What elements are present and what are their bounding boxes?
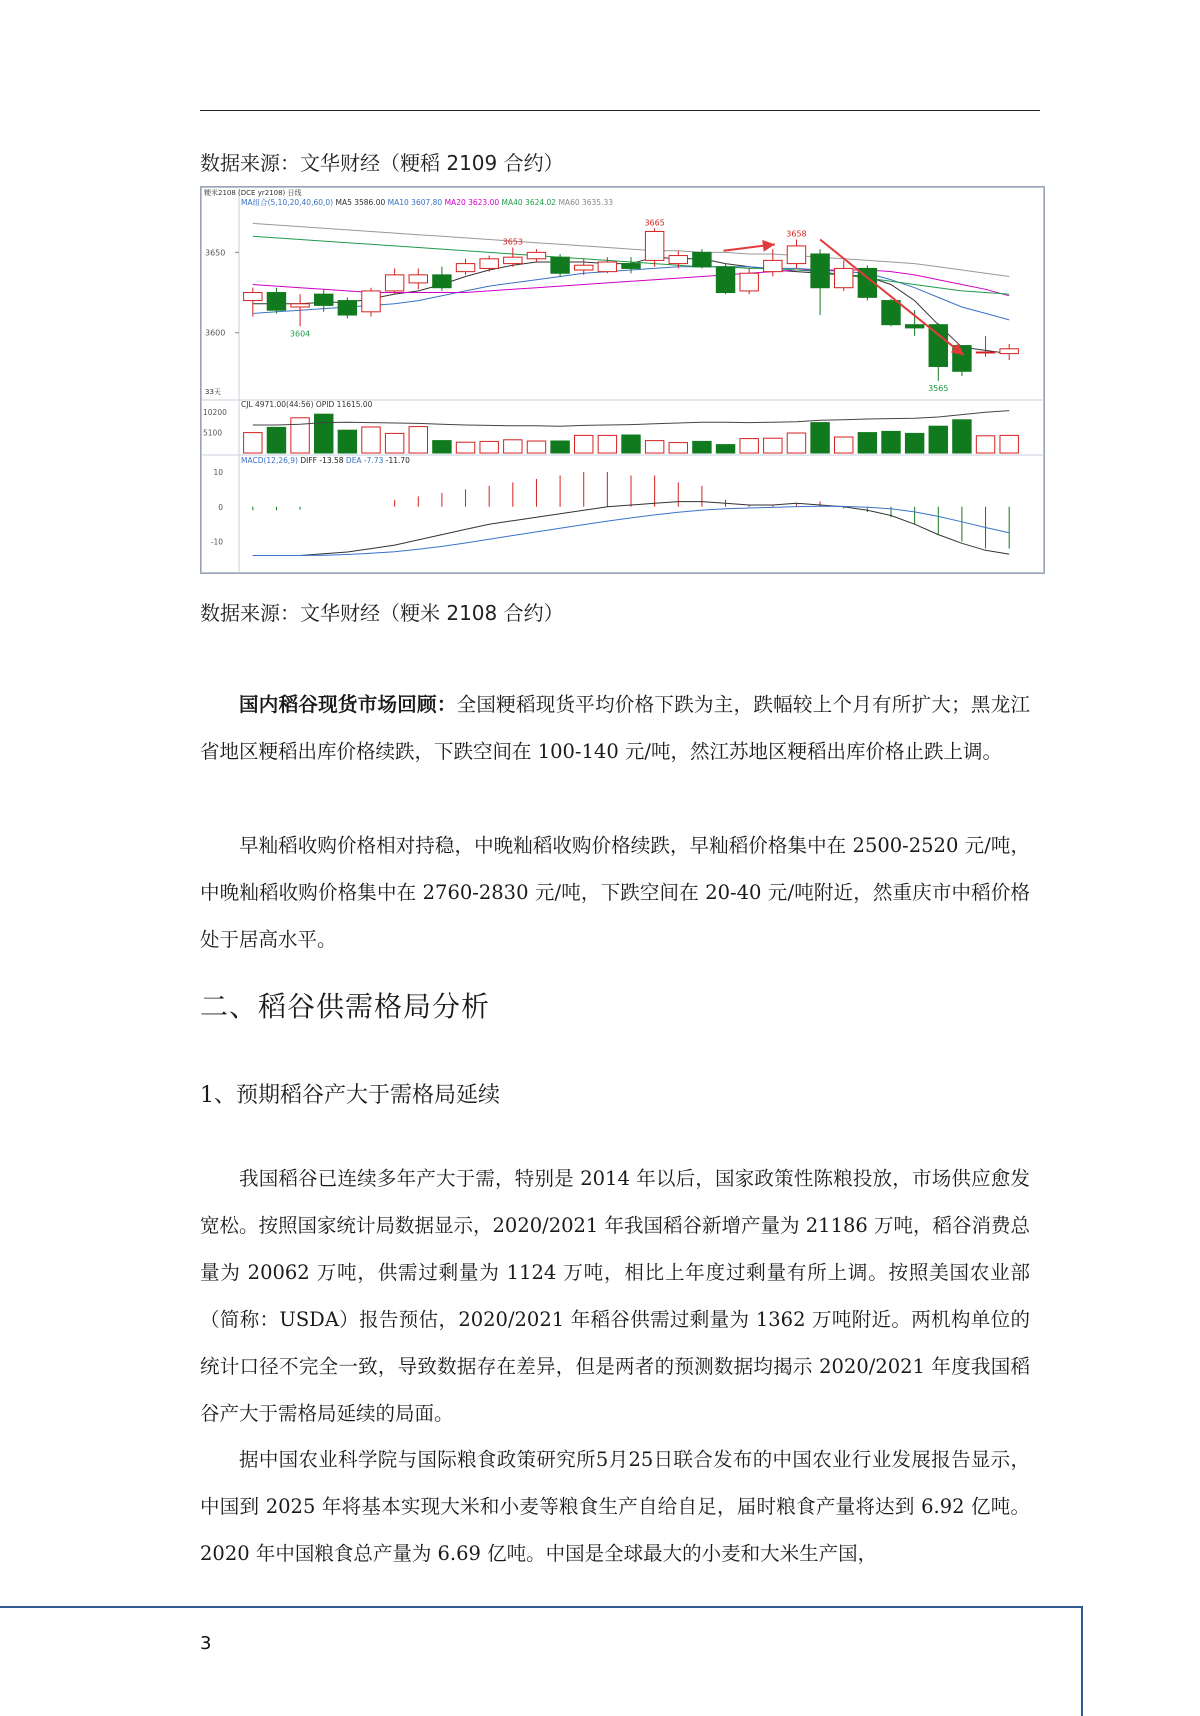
volume-bar	[480, 441, 498, 453]
price-tick-label: 3650	[205, 248, 226, 258]
candle-body	[1000, 349, 1018, 354]
review-paragraph	[200, 681, 1030, 775]
volume-bar	[811, 423, 829, 453]
candle-body	[976, 352, 994, 353]
ma-header: MA组合(5,10,20,40,60,0) MA5 3586.00 MA10 3607.80 MA20 3623.00 MA40 3624.02 MA60 3635.33	[241, 198, 614, 207]
price-annotation: 3604	[289, 329, 311, 339]
macd-header: MACD(12,26,9) DIFF -13.58 DEA -7.73 -11.70	[241, 456, 410, 465]
volume-header: CJL 4971.00(44:56) OPID 11615.00	[241, 400, 373, 409]
candle-body	[338, 301, 356, 315]
candle-body	[433, 275, 451, 288]
footer-frame	[0, 1606, 1083, 1716]
price-annotation: 3658	[786, 229, 807, 239]
review-label: 国内稻谷现货市场回顾：	[239, 693, 457, 716]
volume-bar	[645, 441, 663, 453]
dea-line	[253, 506, 1009, 555]
volume-bar	[575, 435, 593, 453]
volume-bar	[622, 435, 640, 453]
macd-tick-label: 10	[213, 467, 223, 477]
candle-body	[622, 264, 640, 269]
volume-bar	[338, 430, 356, 453]
volume-bar	[787, 433, 805, 453]
candle-body	[291, 304, 309, 307]
candle-body	[905, 325, 923, 328]
volume-bar	[929, 426, 947, 453]
macd-tick-label: -10	[210, 537, 223, 547]
candle-body	[645, 231, 663, 260]
macd-tick-label: 0	[218, 502, 223, 512]
volume-bar	[953, 420, 971, 453]
volume-bar	[764, 438, 782, 453]
volume-bar	[315, 414, 333, 453]
volume-bar	[740, 439, 758, 453]
uptrend-arrow	[724, 244, 775, 250]
candle-body	[764, 260, 782, 271]
price-annotation: 3665	[644, 218, 665, 228]
price-tick-label: 3600	[205, 328, 226, 338]
volume-bar	[1000, 435, 1018, 453]
chart-canvas	[201, 187, 1044, 573]
chart-symbol-label: 粳米2108 (DCE yr2108) 日线	[204, 189, 302, 197]
volume-bar	[669, 443, 687, 453]
volume-tick-label: 5100	[203, 428, 223, 438]
volume-bar	[598, 435, 616, 453]
review-text: 全国粳稻现货平均价格下跌为主，跌幅较上个月有所扩大；黑龙江省地区粳稻出库价格续跌，下跌空间在 100-140 元/吨，然江苏地区粳稻出库价格止跌上调。	[200, 693, 1030, 763]
candle-body	[575, 265, 593, 270]
volume-bar	[385, 433, 403, 453]
forecast-paragraph: 据中国农业科学院与国际粮食政策研究所5月25日联合发布的中国农业行业发展报告显示，中国到 2025 年将基本实现大米和小麦等粮食生产自给自足，届时粮食产量将达到 6.92 亿吨。2020 年中国粮食总产量为 6.69 亿吨。中国是全球最大的小麦和大米生产国，	[200, 1448, 1030, 1565]
candle-body	[669, 256, 687, 264]
chart-corner-note: 33天	[205, 388, 221, 396]
subsection-heading: 1、预期稻谷产大于需格局延续	[200, 1083, 500, 1108]
volume-tick-label: 10200	[203, 408, 227, 418]
candle-body	[598, 262, 616, 272]
candle-body	[504, 257, 522, 263]
candle-body	[811, 254, 829, 288]
supply-paragraph: 我国稻谷已连续多年产大于需，特别是 2014 年以后，国家政策性陈粮投放，市场供应愈发宽松。按照国家统计局数据显示，2020/2021 年我国稻谷新增产量为 21186 万吨，稻谷消费总量为 20062 万吨，供需过剩量为 1124 万吨，相比上年度过剩量有所上调。按照美国农业部（简称：USDA）报告预估，2020/2021 年稻谷供需过剩量为 1362 万吨附近。两机构单位的统计口径不完全一致，导致数据存在差异，但是两者的预测数据均揭示 2020/2021 年度我国稻谷产大于需格局延续的局面。	[200, 1167, 1030, 1425]
candle-body	[787, 246, 805, 264]
candle-body	[882, 301, 900, 325]
early-rice-paragraph: 早籼稻收购价格相对持稳，中晚籼稻收购价格续跌，早籼稻价格集中在 2500-2520 元/吨，中晚籼稻收购价格集中在 2760-2830 元/吨，下跌空间在 20-40 元/吨附近，然重庆市中稻价格处于居高水平。	[200, 834, 1030, 951]
volume-bar	[835, 437, 853, 453]
caption-rice-2109: 数据来源：文华财经（粳稻 2109 合约）	[200, 151, 564, 175]
candle-body	[315, 294, 333, 305]
candle-body	[244, 293, 262, 301]
section-heading: 二、稻谷供需格局分析	[200, 990, 491, 1023]
candle-body	[693, 252, 711, 266]
candle-body	[716, 267, 734, 293]
volume-bar	[882, 431, 900, 453]
price-annotation: 3565	[928, 383, 949, 393]
volume-bar	[716, 445, 734, 453]
chart-frame	[202, 188, 1044, 573]
price-annotation: 3653	[502, 237, 523, 247]
volume-bar	[362, 427, 380, 453]
candle-body	[267, 293, 285, 311]
opi-line	[253, 411, 1009, 427]
volume-bar	[693, 441, 711, 453]
volume-bar	[551, 441, 569, 453]
volume-bar	[291, 418, 309, 453]
header-rule	[200, 110, 1040, 111]
candlestick-chart	[200, 186, 1045, 574]
candle-body	[480, 259, 498, 269]
downtrend-arrow	[820, 240, 964, 356]
volume-bar	[456, 442, 474, 453]
candle-body	[835, 268, 853, 287]
volume-bar	[267, 427, 285, 453]
volume-bar	[433, 441, 451, 453]
volume-bar	[905, 433, 923, 453]
candle-body	[929, 325, 947, 367]
volume-bar	[527, 441, 545, 453]
candle-body	[527, 252, 545, 258]
candle-body	[456, 264, 474, 272]
caption-rice-2108: 数据来源：文华财经（粳米 2108 合约）	[200, 601, 564, 625]
candle-body	[409, 275, 427, 283]
volume-bar	[976, 436, 994, 453]
candle-body	[385, 275, 403, 291]
volume-bar	[244, 433, 262, 453]
page-number: 3	[200, 1633, 212, 1654]
candle-body	[551, 257, 569, 273]
volume-bar	[409, 427, 427, 453]
candle-body	[362, 291, 380, 312]
candle-body	[740, 273, 758, 291]
volume-bar	[858, 433, 876, 453]
volume-bar	[504, 440, 522, 453]
